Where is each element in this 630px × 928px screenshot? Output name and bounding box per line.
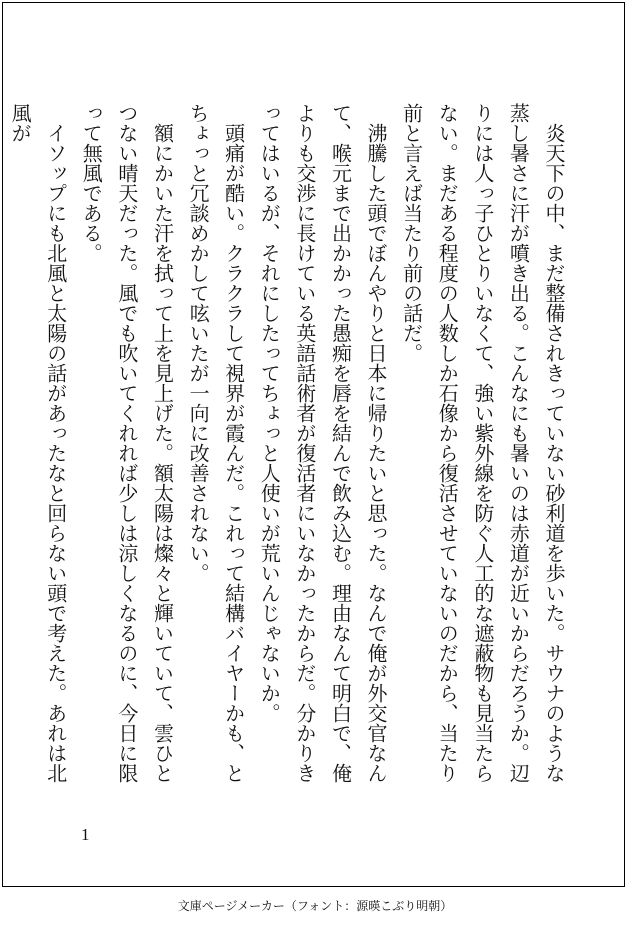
body-text (2, 103, 572, 783)
paragraph: イソップにも北風と太陽の話があったなと回らない頭で考えた。あれは北風が (8, 103, 68, 783)
page-number: 1 (81, 825, 90, 844)
paragraph: 額にかいた汗を拭って上を見上げた。額太陽は燦々と輝いていて、雲ひとつない晴天だった。風でも吹いてくれれば少しは涼しくなるのに、今日に限って無風である。 (79, 103, 175, 783)
page-frame (2, 2, 625, 887)
footer-caption: 文庫ページメーカー（フォント：源暎こぶり明朝） (177, 899, 453, 913)
paragraph: 沸騰した頭でぼんやりと日本に帰りたいと思った。なんで俺が外交官なんて、喉元まで出かかった愚痴を唇を結んで飲み込む。理由なんて明白で、俺よりも交渉に長けている英語話術者が復活者にいなかったからだ。分かりきってはいるが、それにしたってちょっと人使いが荒いんじゃないか。 (257, 103, 389, 783)
paragraph: 炎天下の中、まだ整備されきっていない砂利道を歩いた。サウナのような蒸し暑さに汗が噴き出る。こんなにも暑いのは赤道が近いからだろうか。辺りには人っ子ひとりいなくて、強い紫外線を防ぐ人工的な遮蔽物も見当たらない。まだある程度の人数しか石像から復活させていないのだから、当たり前と言えば当たり前の話だ。 (399, 103, 566, 783)
paragraph: 頭痛が酷い。クラクラして視界が霞んだ。これって結構バイヤーかも、とちょっと冗談めかして呟いたが一向に改善されない。 (186, 103, 246, 783)
